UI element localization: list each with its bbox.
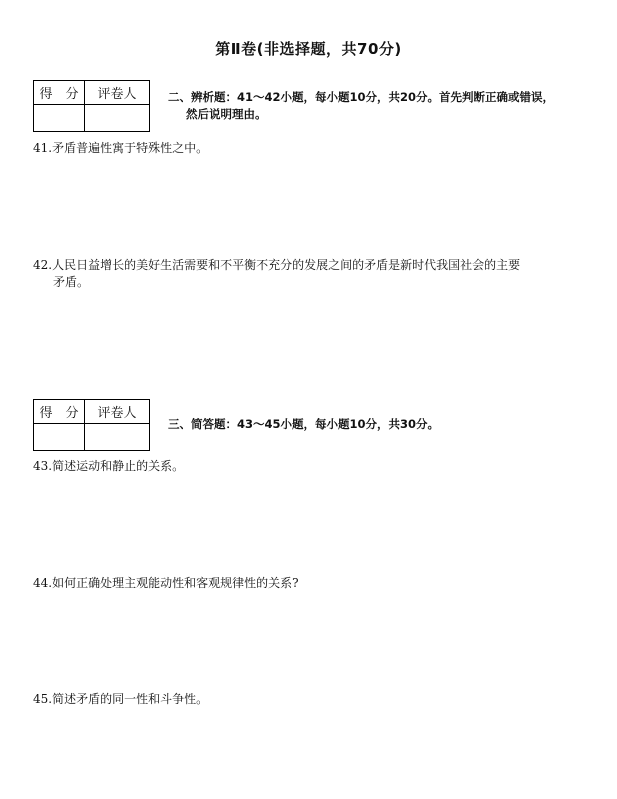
question-text: 矛盾普遍性寓于特殊性之中。 [52,141,209,155]
question-text: 简述运动和静止的关系。 [52,459,185,473]
question-number: 44. [33,576,53,590]
score-label: 得 分 [34,400,85,424]
score-label: 得 分 [34,81,85,105]
score-cell[interactable] [34,105,85,132]
grader-cell[interactable] [85,424,150,451]
question-45 [33,691,578,708]
section-3-text: 三、简答题：43～45小题，每小题10分，共30分。 [168,417,440,431]
question-43 [33,458,578,475]
question-number: 43. [33,459,53,473]
score-box [33,399,150,451]
score-box [33,80,150,132]
question-text-cont: 矛盾。 [53,275,90,289]
page-title: 第Ⅱ卷(非选择题，共70分) [215,40,402,58]
score-cell[interactable] [34,424,85,451]
question-41 [33,140,578,157]
question-number: 45. [33,692,53,706]
section-2-heading [168,89,588,123]
question-number: 41. [33,141,53,155]
grader-label: 评卷人 [85,81,150,105]
question-42 [33,257,578,291]
question-number: 42. [33,258,53,272]
section-3-heading [168,416,588,433]
section-2-line2: 然后说明理由。 [186,107,267,121]
question-text: 如何正确处理主观能动性和客观规律性的关系? [52,576,299,590]
grader-label: 评卷人 [85,400,150,424]
section-2-line1: 二、辨析题：41～42小题，每小题10分，共20分。首先判断正确或错误， [168,90,555,104]
question-44 [33,575,578,592]
question-text: 人民日益增长的美好生活需要和不平衡不充分的发展之间的矛盾是新时代我国社会的主要 [52,258,521,272]
question-text: 简述矛盾的同一性和斗争性。 [52,692,209,706]
grader-cell[interactable] [85,105,150,132]
